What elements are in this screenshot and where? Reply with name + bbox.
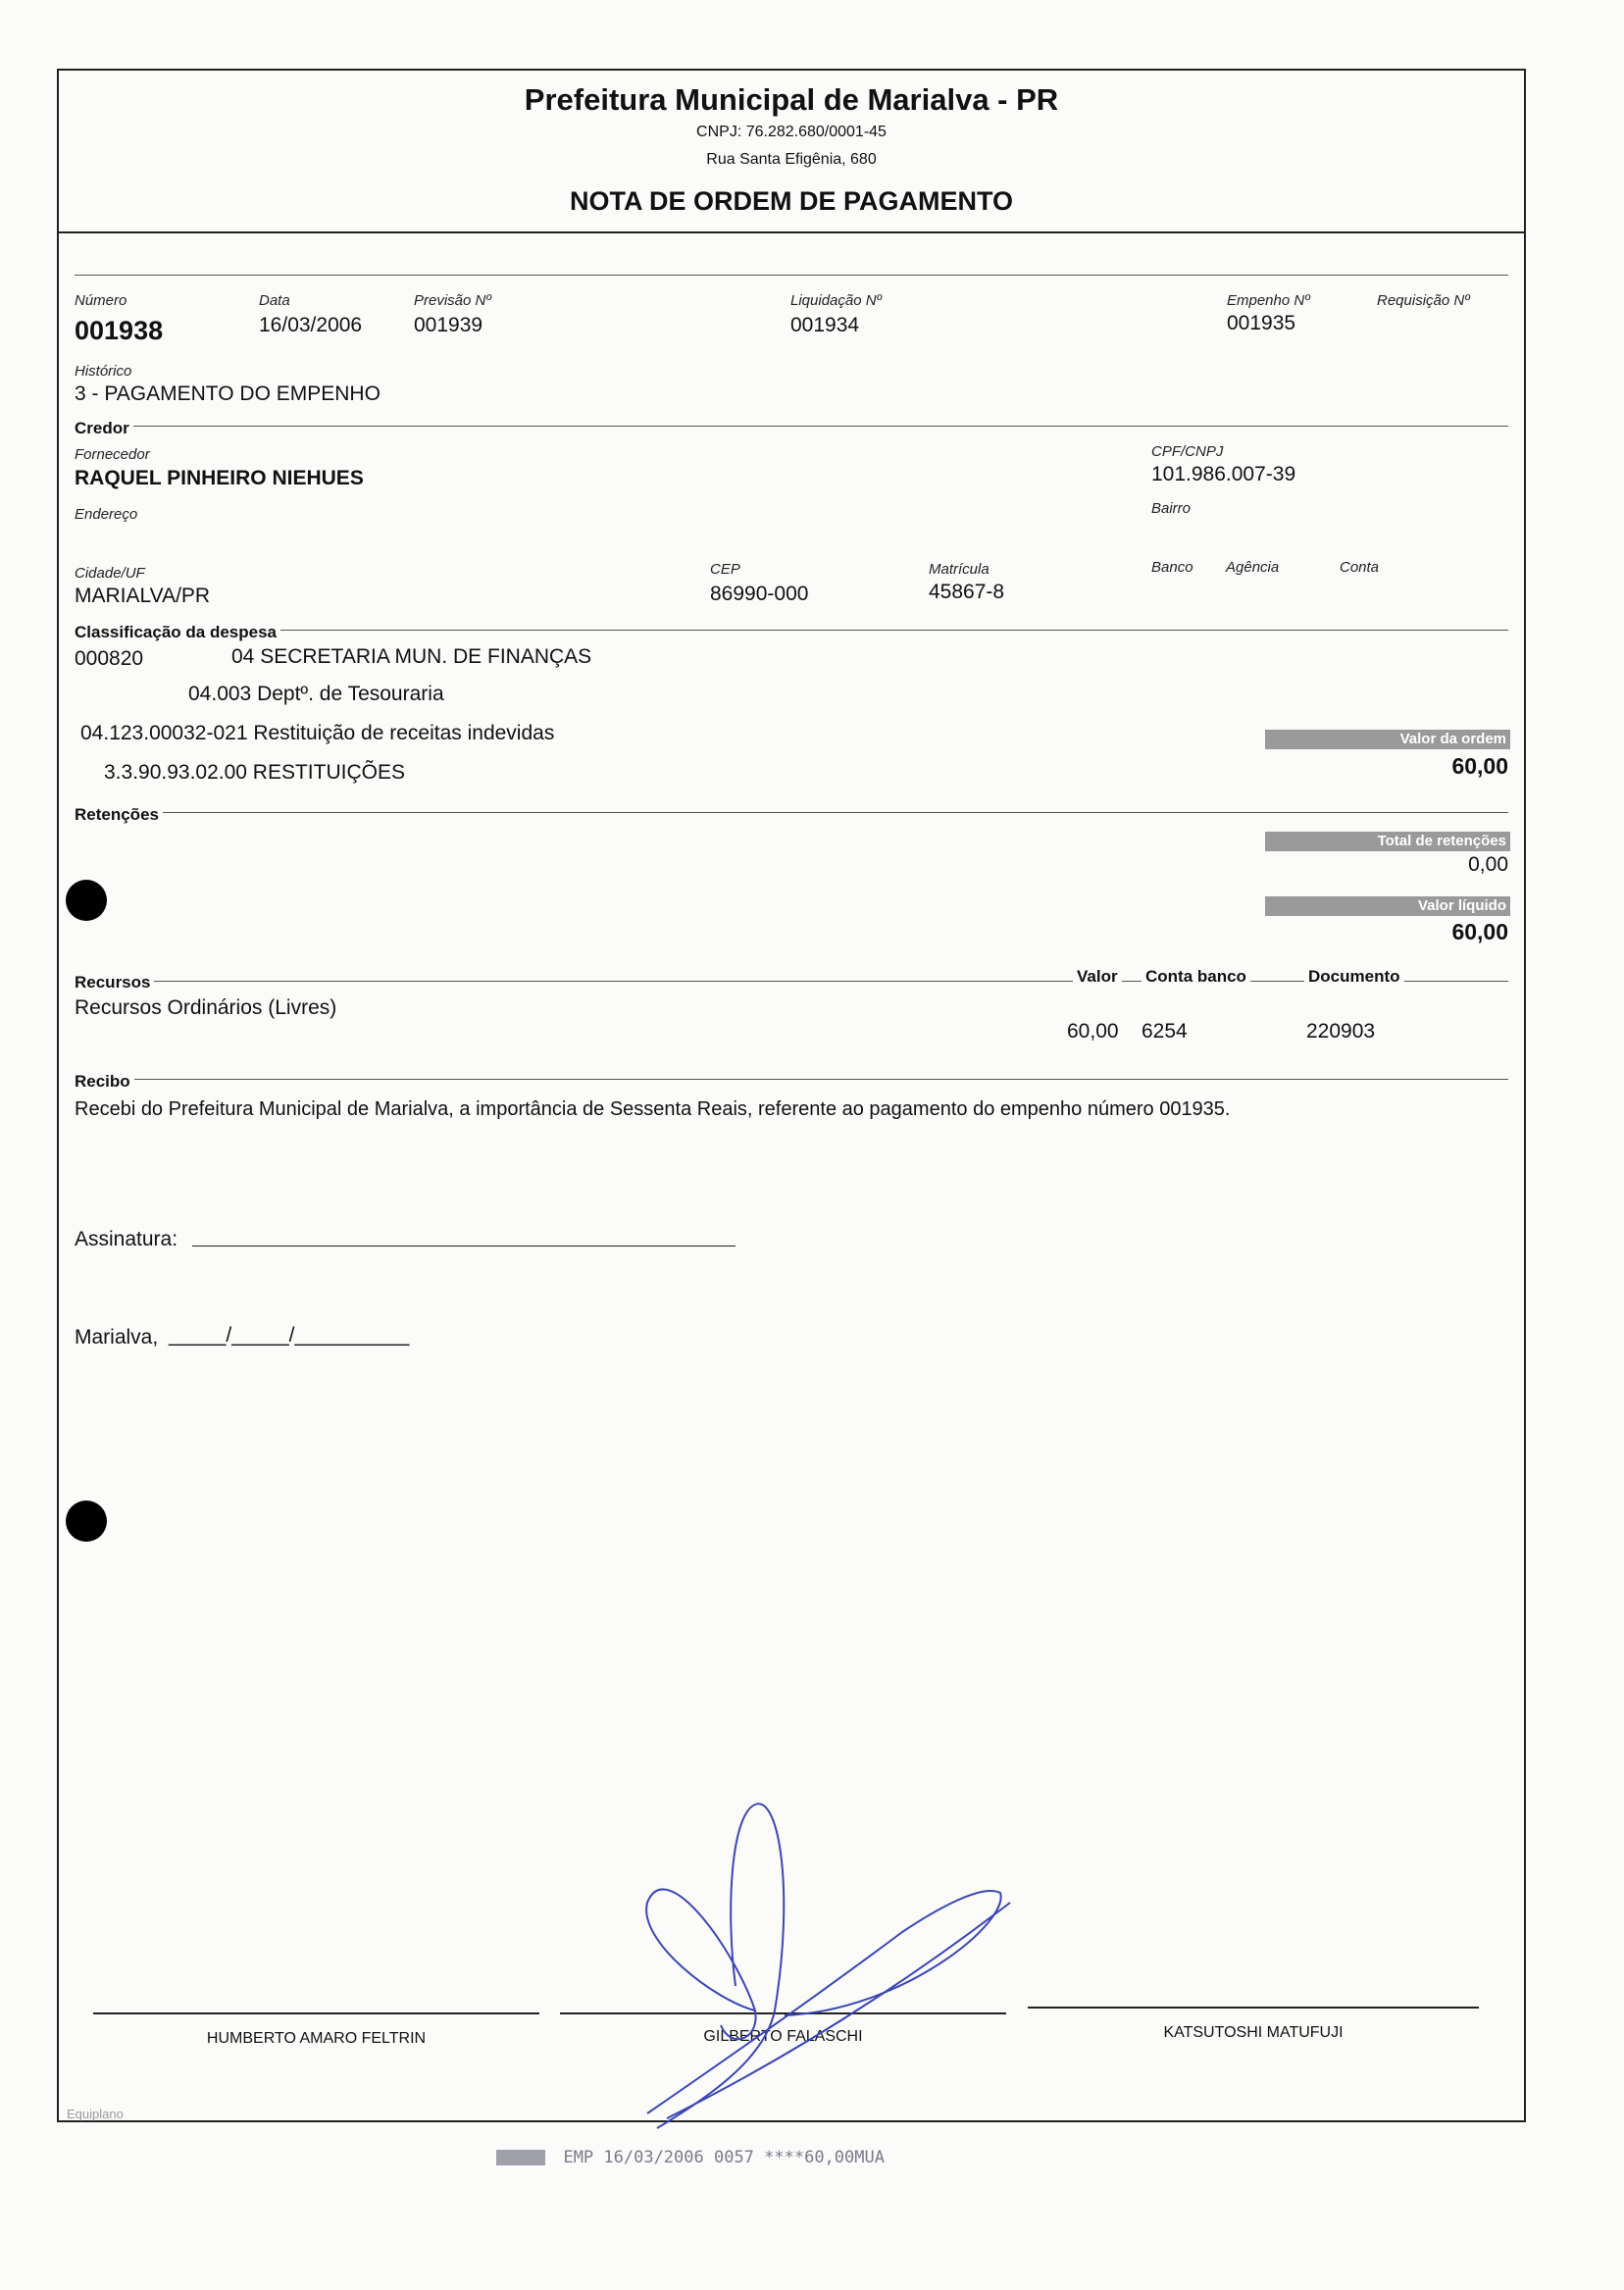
empenho-value: 001935 [1227, 312, 1296, 334]
credor-section-title: Credor [75, 419, 133, 438]
agencia-label: Agência [1226, 559, 1280, 576]
document-title: NOTA DE ORDEM DE PAGAMENTO [569, 186, 1013, 216]
data-label: Data [259, 292, 290, 309]
signature-line-3 [1028, 2007, 1479, 2009]
numero-value: 001938 [75, 316, 164, 345]
credor-rule [75, 426, 1508, 427]
matricula-value: 45867-8 [929, 581, 1005, 603]
cidade-label: Cidade/UF [75, 565, 145, 582]
punch-hole-top [66, 880, 107, 921]
fornecedor-label: Fornecedor [75, 446, 150, 463]
recursos-documento: 220903 [1306, 1020, 1376, 1043]
cnpj-line: CNPJ: 76.282.680/0001-45 [696, 124, 887, 140]
classificacao-code: 000820 [75, 647, 144, 670]
recursos-rule [75, 981, 1508, 982]
classificacao-orgao: 04 SECRETARIA MUN. DE FINANÇAS [231, 645, 592, 668]
recursos-conta: 6254 [1142, 1020, 1188, 1043]
recursos-documento-header: Documento [1304, 967, 1404, 987]
valor-ordem-value: 60,00 [1451, 753, 1508, 779]
retencoes-rule [75, 812, 1508, 813]
recursos-conta-header: Conta banco [1142, 967, 1250, 987]
banco-label: Banco [1151, 559, 1193, 576]
valor-liquido-bar: Valor líquido [1265, 896, 1510, 916]
recursos-descricao: Recursos Ordinários (Livres) [75, 996, 337, 1019]
footer-brand: Equiplano [67, 2107, 124, 2121]
valor-liquido-value: 60,00 [1451, 919, 1508, 944]
retencoes-section-title: Retenções [75, 805, 163, 825]
stamp-text: EMP 16/03/2006 0057 ****60,00MUA [563, 2148, 885, 2167]
empenho-label: Empenho Nº [1227, 292, 1310, 309]
classificacao-rule [75, 630, 1508, 631]
classificacao-unidade: 04.003 Deptº. de Tesouraria [188, 683, 444, 705]
valor-ordem-bar: Valor da ordem [1265, 730, 1510, 749]
cpf-value: 101.986.007-39 [1151, 463, 1296, 485]
header-divider [57, 231, 1526, 233]
endereco-label: Endereço [75, 506, 138, 523]
total-retencoes-bar: Total de retenções [1265, 832, 1510, 851]
numero-label: Número [75, 292, 127, 309]
punch-hole-bottom [66, 1501, 107, 1542]
previsao-value: 001939 [414, 314, 483, 336]
signatory-name-2: GILBERTO FALASCHI [703, 2028, 863, 2045]
previsao-label: Previsão Nº [414, 292, 491, 309]
liquidacao-value: 001934 [790, 314, 860, 336]
local-label: Marialva, [75, 1326, 159, 1349]
stamp-mark-icon [496, 2150, 545, 2165]
page-title: Prefeitura Municipal de Marialva - PR [524, 82, 1059, 117]
historico-value: 3 - PAGAMENTO DO EMPENHO [75, 382, 381, 405]
assinatura-label: Assinatura: [75, 1228, 178, 1250]
matricula-label: Matrícula [929, 561, 990, 578]
historico-label: Histórico [75, 363, 132, 380]
conta-label: Conta [1340, 559, 1380, 576]
recursos-valor: 60,00 [1067, 1020, 1119, 1043]
assinatura-line [192, 1246, 736, 1247]
recibo-rule [75, 1079, 1508, 1080]
handwritten-signature [608, 1785, 1040, 2138]
date-blanks: _____/_____/__________ [169, 1324, 410, 1347]
fornecedor-value: RAQUEL PINHEIRO NIEHUES [75, 467, 364, 489]
requisicao-label: Requisição Nº [1377, 292, 1470, 309]
address-line: Rua Santa Efigênia, 680 [706, 151, 877, 168]
liquidacao-label: Liquidação Nº [790, 292, 883, 309]
signature-line-1 [93, 2012, 539, 2014]
classificacao-funcional: 04.123.00032-021 Restituição de receitas indevidas [80, 722, 555, 744]
header-subdivider [75, 275, 1508, 276]
mechanical-stamp [496, 2148, 885, 2171]
classificacao-elemento: 3.3.90.93.02.00 RESTITUIÇÕES [104, 761, 405, 784]
recibo-text: Recebi do Prefeitura Municipal de Marialva, a importância de Sessenta Reais, referente ao pagamento do empenho número 001935. [75, 1098, 1231, 1120]
recibo-section-title: Recibo [75, 1072, 134, 1092]
cpf-label: CPF/CNPJ [1151, 443, 1224, 460]
recursos-section-title: Recursos [75, 973, 154, 992]
cep-value: 86990-000 [710, 583, 809, 605]
total-retencoes-value: 0,00 [1468, 853, 1508, 876]
cep-label: CEP [710, 561, 740, 578]
bairro-label: Bairro [1151, 500, 1192, 517]
classificacao-section-title: Classificação da despesa [75, 623, 280, 642]
data-value: 16/03/2006 [259, 314, 363, 336]
signatory-name-1: HUMBERTO AMARO FELTRIN [206, 2030, 427, 2047]
signatory-name-3: KATSUTOSHI MATUFUJI [1163, 2024, 1344, 2041]
recursos-valor-header: Valor [1073, 967, 1122, 987]
cidade-value: MARIALVA/PR [75, 585, 211, 607]
